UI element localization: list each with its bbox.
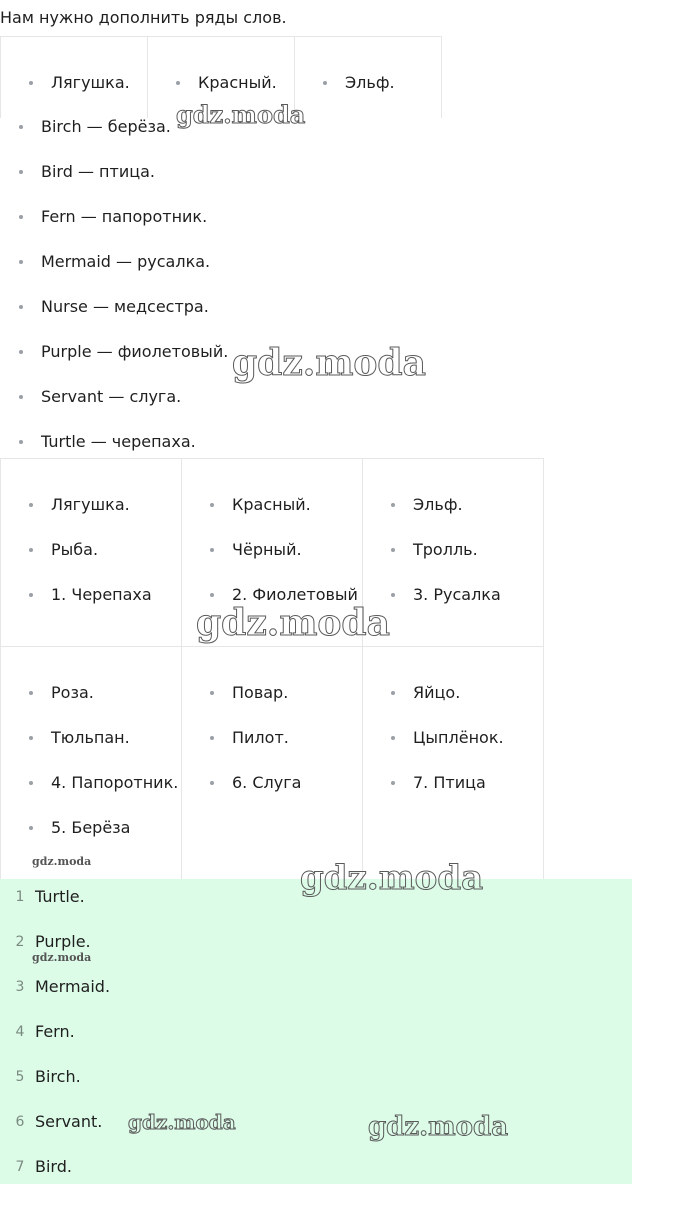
bullet-icon — [19, 305, 23, 309]
vocab-list — [41, 117, 228, 477]
list-item: Красный. — [198, 73, 294, 118]
bullet-icon — [29, 503, 33, 507]
watermark: gdz.moda — [128, 1110, 236, 1134]
list-item: Лягушка. — [51, 73, 147, 118]
answer-number: 5 — [15, 1069, 25, 1085]
list-item: 4. Папоротник. — [51, 773, 181, 818]
list-item: Turtle — черепаха. — [41, 432, 228, 477]
answer-number: 1 — [15, 889, 25, 905]
bullet-icon — [391, 593, 395, 597]
bullet-icon — [391, 691, 395, 695]
list-item: 2. Фиолетовый — [232, 585, 362, 630]
bullet-icon — [391, 736, 395, 740]
intro-text: Нам нужно дополнить ряды слов. — [0, 8, 287, 27]
bullet-icon — [19, 350, 23, 354]
list-item: 7. Птица — [413, 773, 543, 818]
bullet-icon — [29, 736, 33, 740]
bullet-icon — [210, 548, 214, 552]
watermark: gdz.moda — [176, 100, 306, 129]
bullet-icon — [19, 170, 23, 174]
answer-item: 6 Servant. — [15, 1112, 103, 1131]
list-item: Пилот. — [232, 728, 362, 773]
answers-block — [0, 879, 632, 1184]
list-item: Mermaid — русалка. — [41, 252, 228, 297]
bullet-icon — [323, 81, 327, 85]
answer-item: 1 Turtle. — [15, 887, 85, 906]
list-item: 1. Черепаха — [51, 585, 181, 630]
bullet-icon — [19, 260, 23, 264]
watermark: gdz.moda — [32, 855, 92, 868]
answer-number: 4 — [15, 1024, 25, 1040]
bullet-icon — [391, 781, 395, 785]
watermark: gdz.moda — [196, 602, 390, 644]
watermark: gdz.moda — [300, 858, 484, 898]
bullet-icon — [29, 826, 33, 830]
list-item: Bird — птица. — [41, 162, 228, 207]
list-item: Повар. — [232, 683, 362, 728]
list-item: 3. Русалка — [413, 585, 543, 630]
bullet-icon — [391, 503, 395, 507]
answer-number: 7 — [15, 1159, 25, 1175]
word-rows-table — [0, 458, 544, 879]
answers-list — [0, 887, 110, 1202]
answer-item: 3 Mermaid. — [15, 977, 111, 996]
list-item: Servant — слуга. — [41, 387, 228, 432]
list-item: Красный. — [232, 495, 362, 540]
watermark: gdz.moda — [368, 1112, 509, 1142]
bullet-icon — [210, 503, 214, 507]
bullet-icon — [210, 781, 214, 785]
bullet-icon — [210, 736, 214, 740]
answer-item: 5 Birch. — [15, 1067, 81, 1086]
list-item: Fern — папоротник. — [41, 207, 228, 252]
list-item: Purple — фиолетовый. — [41, 342, 228, 387]
list-item: Чёрный. — [232, 540, 362, 585]
answer-item: 7 Bird. — [15, 1157, 72, 1176]
watermark: gdz.moda — [32, 951, 92, 964]
list-item: 6. Слуга — [232, 773, 362, 818]
bullet-icon — [210, 593, 214, 597]
list-item: Nurse — медсестра. — [41, 297, 228, 342]
answer-item: 4 Fern. — [15, 1022, 75, 1041]
list-item: Лягушка. — [51, 495, 181, 540]
list-item: Роза. — [51, 683, 181, 728]
bullet-icon — [19, 440, 23, 444]
bullet-icon — [210, 691, 214, 695]
bullet-icon — [19, 215, 23, 219]
answer-number: 2 — [15, 934, 25, 950]
list-item: Цыплёнок. — [413, 728, 543, 773]
answer-number: 6 — [15, 1114, 25, 1130]
bullet-icon — [29, 81, 33, 85]
list-item: Эльф. — [345, 73, 441, 118]
watermark: gdz.moda — [232, 342, 426, 384]
bullet-icon — [391, 548, 395, 552]
list-item: Яйцо. — [413, 683, 543, 728]
bullet-icon — [29, 781, 33, 785]
bullet-icon — [29, 691, 33, 695]
bullet-icon — [29, 548, 33, 552]
list-item: Тюльпан. — [51, 728, 181, 773]
list-item: Эльф. — [413, 495, 543, 540]
bullet-icon — [19, 125, 23, 129]
answer-number: 3 — [15, 979, 25, 995]
list-item: Birch — берёза. — [41, 117, 228, 162]
bullet-icon — [29, 593, 33, 597]
bullet-icon — [19, 395, 23, 399]
list-item: Рыба. — [51, 540, 181, 585]
list-item: 5. Берёза — [51, 818, 181, 863]
bullet-icon — [176, 81, 180, 85]
answer-item: 2 Purple. — [15, 932, 91, 951]
list-item: Тролль. — [413, 540, 543, 585]
